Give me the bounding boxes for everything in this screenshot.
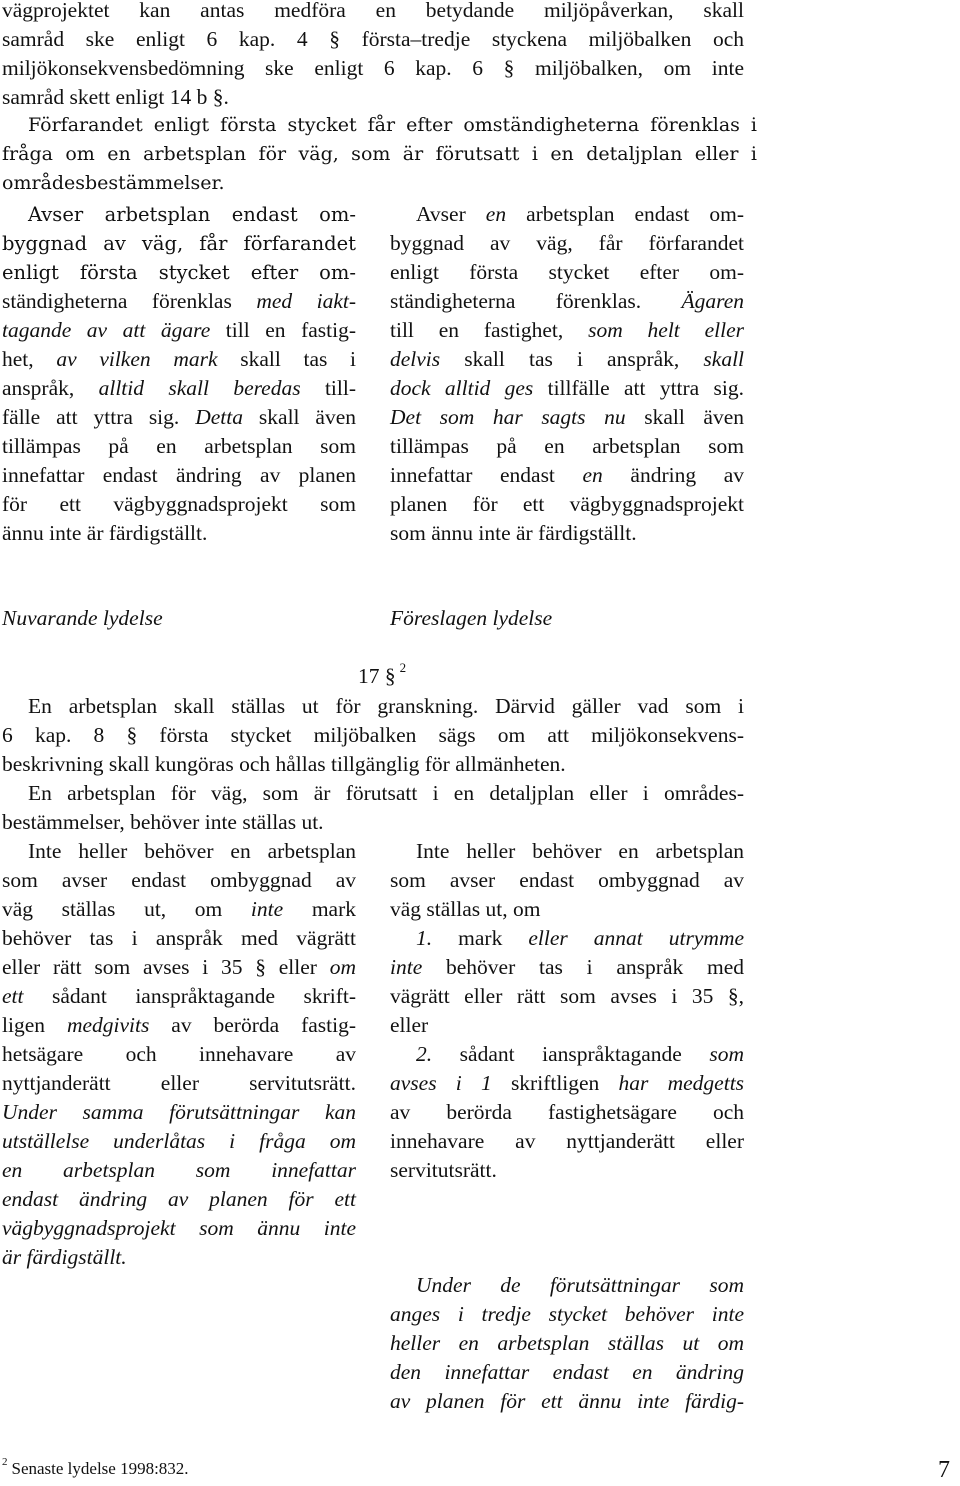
text-line: tillämpas på en arbetsplan som <box>390 434 744 458</box>
text-line: eller <box>390 1013 429 1037</box>
text-line: bestämmelser, behöver inte ställas ut. <box>2 810 324 834</box>
text-line: som avser endast ombyggnad av <box>390 868 744 892</box>
text-line: avses i 1 skriftligen har medgetts <box>390 1071 745 1095</box>
text-line: den innefattar endast en ändring <box>390 1360 744 1384</box>
text-line: endast ändring av planen för ett <box>2 1187 356 1211</box>
text-line: ständigheterna förenklas. Ägaren <box>390 289 744 313</box>
text-line: vägbyggnadsprojekt som ännu inte <box>2 1216 356 1240</box>
text-line: utställelse underlåtas i fråga om <box>2 1129 356 1153</box>
text-line: av berörda fastighetsägare och <box>390 1100 744 1124</box>
text-line: 6 kap. 8 § första stycket miljöbalken sägs om att miljökonsekvens- <box>2 723 744 747</box>
proposed-wording-column-3 <box>390 1271 744 1416</box>
text-line: behöver tas i anspråk med vägrätt <box>2 926 356 950</box>
heading-proposed-wording: Föreslagen lydelse <box>390 606 553 630</box>
text-line: nyttjanderätt eller servitutsrätt. <box>2 1071 356 1095</box>
text-line: anspråk, alltid skall beredas till- <box>2 376 357 400</box>
current-wording-column-2 <box>2 837 356 1272</box>
top-paragraph <box>2 0 744 112</box>
text-line: En arbetsplan skall ställas ut för granskning. Därvid gäller vad som i <box>28 694 744 718</box>
text-line: tagande av att ägare till en fastig- <box>2 318 356 342</box>
text-line: Det som har sagts nu skall även <box>390 405 744 429</box>
text-line: väg ställas ut, om <box>390 897 541 921</box>
text-line: ännu inte är färdigställt. <box>2 521 208 545</box>
text-line: innehavare av nyttjanderätt eller <box>390 1129 744 1153</box>
text-line: ständigheterna förenklas med iakt- <box>2 289 356 313</box>
text-line: dock alltid ges tillfälle att yttra sig. <box>390 376 745 400</box>
text-line: som avser endast ombyggnad av <box>2 868 356 892</box>
footnote-text: Senaste lydelse 1998:832. <box>11 1459 189 1478</box>
text-line: tillämpas på en arbetsplan som <box>2 434 356 458</box>
text-line: Förfarandet enligt första stycket får efter omständigheterna förenklas i <box>28 114 757 136</box>
text-line: inte behöver tas i anspråk med <box>390 955 745 979</box>
text-line: som ännu inte är färdigställt. <box>390 521 637 545</box>
text-line: 2. sådant ianspråktagande som <box>416 1042 744 1066</box>
text-line: miljökonsekvensbedömning ske enligt 6 kap. 6 § miljöbalken, om inte <box>2 56 744 80</box>
text-line: fråga om en arbetsplan för väg, som är förutsatt i en detaljplan eller i <box>2 143 757 165</box>
text-line: Avser en arbetsplan endast om- <box>416 202 745 226</box>
text-line: Avser arbetsplan endast om- <box>28 203 356 226</box>
text-line: vägrätt eller rätt som avses i 35 §, <box>390 984 744 1008</box>
text-line: ligen medgivits av berörda fastig- <box>2 1013 357 1037</box>
text-line: het, av vilken mark skall tas i <box>2 347 357 371</box>
proposed-wording-column-1 <box>390 200 744 548</box>
text-line: anges i tredje stycket behöver inte <box>390 1302 744 1326</box>
text-line: till en fastighet, som helt eller <box>390 318 745 342</box>
footnote <box>2 1456 189 1479</box>
text-line: är färdigställt. <box>2 1245 127 1269</box>
text-line: eller rätt som avses i 35 § eller om <box>2 955 357 979</box>
page-number: 7 <box>938 1457 950 1483</box>
text-line: för ett vägbyggnadsprojekt som <box>2 492 356 516</box>
text-line: innefattar endast ändring av planen <box>2 463 356 487</box>
text-line: Inte heller behöver en arbetsplan <box>416 839 744 863</box>
text-line: En arbetsplan för väg, som är förutsatt i en detaljplan eller i områdes- <box>28 781 744 805</box>
text-line: heller en arbetsplan ställas ut om <box>390 1331 744 1355</box>
text-line: byggnad av väg, får förfarandet <box>390 231 744 255</box>
text-line: hetsägare och innehavare av <box>2 1042 356 1066</box>
text-line: enligt första stycket efter om- <box>2 261 356 284</box>
text-line: samråd skett enligt 14 b §. <box>2 85 229 109</box>
proposed-wording-column-2 <box>390 837 744 1185</box>
text-line: planen för ett vägbyggnadsprojekt <box>390 492 744 516</box>
current-wording-column-1 <box>2 200 356 548</box>
text-line: beskrivning skall kungöras och hållas tillgänglig för allmänheten. <box>2 752 566 776</box>
footnote-ref: 2 <box>399 660 407 675</box>
text-line: ett sådant ianspråktagande skrift- <box>2 984 357 1008</box>
footnote-number: 2 <box>2 1456 8 1468</box>
text-line: fälle att yttra sig. Detta skall även <box>2 405 357 429</box>
heading-current-wording: Nuvarande lydelse <box>2 606 163 630</box>
text-line: väg ställas ut, om inte mark <box>2 897 356 921</box>
section-paragraph-2 <box>2 779 744 837</box>
text-line: Under samma förutsättningar kan <box>2 1100 356 1124</box>
text-line: enligt första stycket efter om- <box>390 260 744 284</box>
text-line: Inte heller behöver en arbetsplan <box>28 839 356 863</box>
text-line: innefattar endast en ändring av <box>390 463 744 487</box>
text-line: 1. mark eller annat utrymme <box>416 926 745 950</box>
text-line: en arbetsplan som innefattar <box>2 1158 356 1182</box>
text-line: delvis skall tas i anspråk, skall <box>390 347 745 371</box>
second-paragraph <box>2 111 757 198</box>
text-line: servitutsrätt. <box>390 1158 497 1182</box>
text-line: byggnad av väg, får förfarandet <box>2 232 356 255</box>
text-line: av planen för ett ännu inte färdig- <box>390 1389 744 1413</box>
text-line: samråd ske enligt 6 kap. 4 § första–tredje styckena miljöbalken och <box>2 27 744 51</box>
section-number: 17 § $^2$ <box>358 660 407 688</box>
text-line: vägprojektet kan antas medföra en betydande miljöpåverkan, skall <box>2 0 744 22</box>
text-line: Under de förutsättningar som <box>416 1273 744 1297</box>
text-line: områdesbestämmelser. <box>2 172 225 194</box>
section-paragraph-1 <box>2 692 744 779</box>
